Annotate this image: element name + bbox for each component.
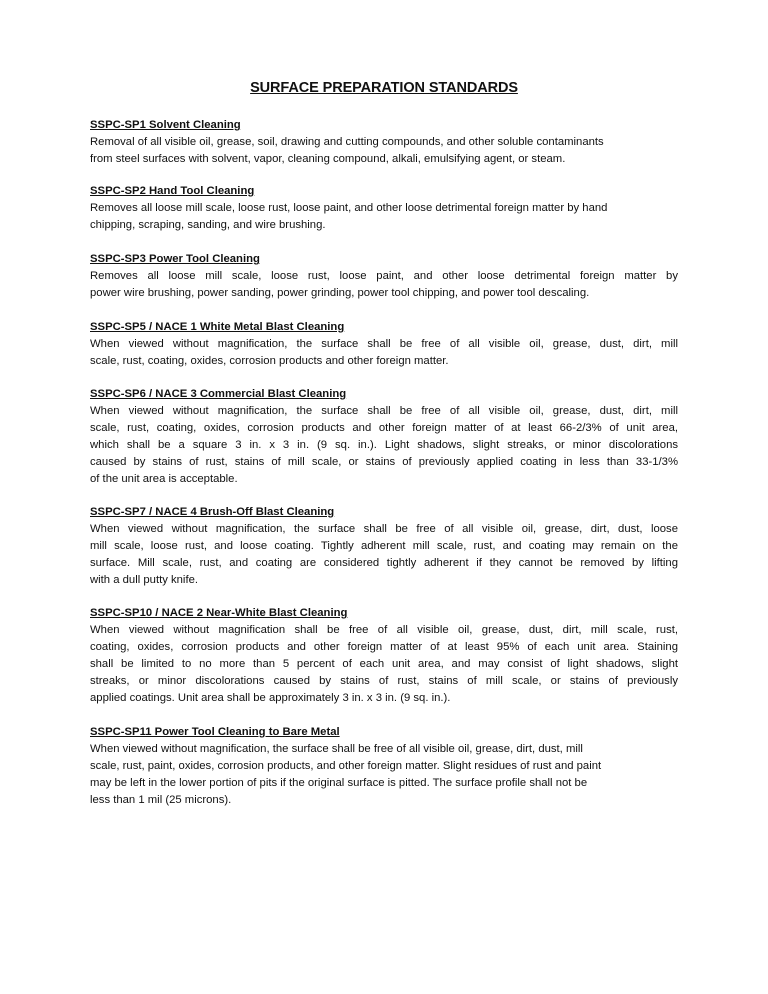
section-sp6 (90, 386, 678, 488)
body-line: When viewed without magnification, the surface shall be free of all visible oil, grease, dirt, dust, loose (90, 523, 678, 535)
section-heading: SSPC-SP10 / NACE 2 Near-White Blast Cleaning (90, 607, 348, 619)
body-line: When viewed without magnification shall be free of all visible oil, grease, dust, dirt, mill scale, rust, (90, 624, 678, 636)
body-line: Removes all loose mill scale, loose rust, loose paint, and other loose detrimental foreign matter by (90, 270, 678, 282)
body-line: Removal of all visible oil, grease, soil, drawing and cutting compounds, and other soluble contaminants (90, 136, 604, 148)
body-line: caused by stains of rust, stains of mill scale, or stains of previously applied coating in less than 33-1/3% (90, 456, 678, 468)
body-line: When viewed without magnification, the surface shall be free of all visible oil, grease, dust, dirt, mill (90, 405, 678, 417)
section-sp1 (90, 117, 678, 168)
section-heading: SSPC-SP11 Power Tool Cleaning to Bare Metal (90, 726, 340, 738)
section-sp7 (90, 504, 678, 589)
section-heading: SSPC-SP1 Solvent Cleaning (90, 119, 241, 131)
body-line: which shall be a square 3 in. x 3 in. (9 sq. in.). Light shadows, slight streaks, or minor discolorations (90, 439, 678, 451)
body-line: less than 1 mil (25 microns). (90, 794, 232, 806)
body-line: from steel surfaces with solvent, vapor, cleaning compound, alkali, emulsifying agent, or steam. (90, 153, 566, 165)
body-line: chipping, scraping, sanding, and wire brushing. (90, 219, 326, 231)
body-line: may be left in the lower portion of pits if the original surface is pitted. The surface profile shall not be (90, 777, 588, 789)
body-line: scale, rust, coating, oxides, corrosion products and other foreign matter. (90, 355, 449, 367)
body-line: Removes all loose mill scale, loose rust, loose paint, and other loose detrimental foreign matter by hand (90, 202, 608, 214)
body-line: When viewed without magnification, the surface shall be free of all visible oil, grease, dirt, dust, mill (90, 743, 583, 755)
section-sp2 (90, 183, 678, 234)
section-sp5 (90, 319, 678, 370)
body-line: scale, rust, coating, oxides, corrosion products and other foreign matter of at least 66-2/3% of unit area, (90, 422, 678, 434)
body-line: When viewed without magnification, the surface shall be free of all visible oil, grease, dust, dirt, mill (90, 338, 678, 350)
body-line: mill scale, loose rust, and loose coating. Tightly adherent mill scale, rust, and coating may remain on the (90, 540, 678, 552)
section-sp3 (90, 251, 678, 302)
section-heading: SSPC-SP6 / NACE 3 Commercial Blast Cleaning (90, 388, 347, 400)
body-line: streaks, or minor discolorations caused by stains of rust, stains of mill scale, or stains of previously (90, 675, 678, 687)
body-line: applied coatings. Unit area shall be approximately 3 in. x 3 in. (9 sq. in.). (90, 692, 451, 704)
body-line: coating, oxides, corrosion products and other foreign matter of at least 95% of each unit area. Staining (90, 641, 678, 653)
body-line: surface. Mill scale, rust, and coating are considered tightly adherent if they cannot be removed by lifting (90, 557, 678, 569)
page-title: SURFACE PREPARATION STANDARDS (250, 80, 518, 96)
body-line: power wire brushing, power sanding, power grinding, power tool chipping, and power tool descaling. (90, 287, 590, 299)
section-heading: SSPC-SP7 / NACE 4 Brush-Off Blast Cleaning (90, 506, 335, 518)
section-sp11 (90, 724, 678, 809)
section-sp10 (90, 605, 678, 707)
body-line: scale, rust, paint, oxides, corrosion products, and other foreign matter. Slight residues of rust and paint (90, 760, 602, 772)
section-heading: SSPC-SP3 Power Tool Cleaning (90, 253, 260, 265)
section-heading: SSPC-SP2 Hand Tool Cleaning (90, 185, 255, 197)
section-heading: SSPC-SP5 / NACE 1 White Metal Blast Cleaning (90, 321, 345, 333)
body-line: with a dull putty knife. (90, 574, 199, 586)
body-line: of the unit area is acceptable. (90, 473, 238, 485)
body-line: shall be limited to no more than 5 percent of each unit area, and may consist of light shadows, slight (90, 658, 678, 670)
